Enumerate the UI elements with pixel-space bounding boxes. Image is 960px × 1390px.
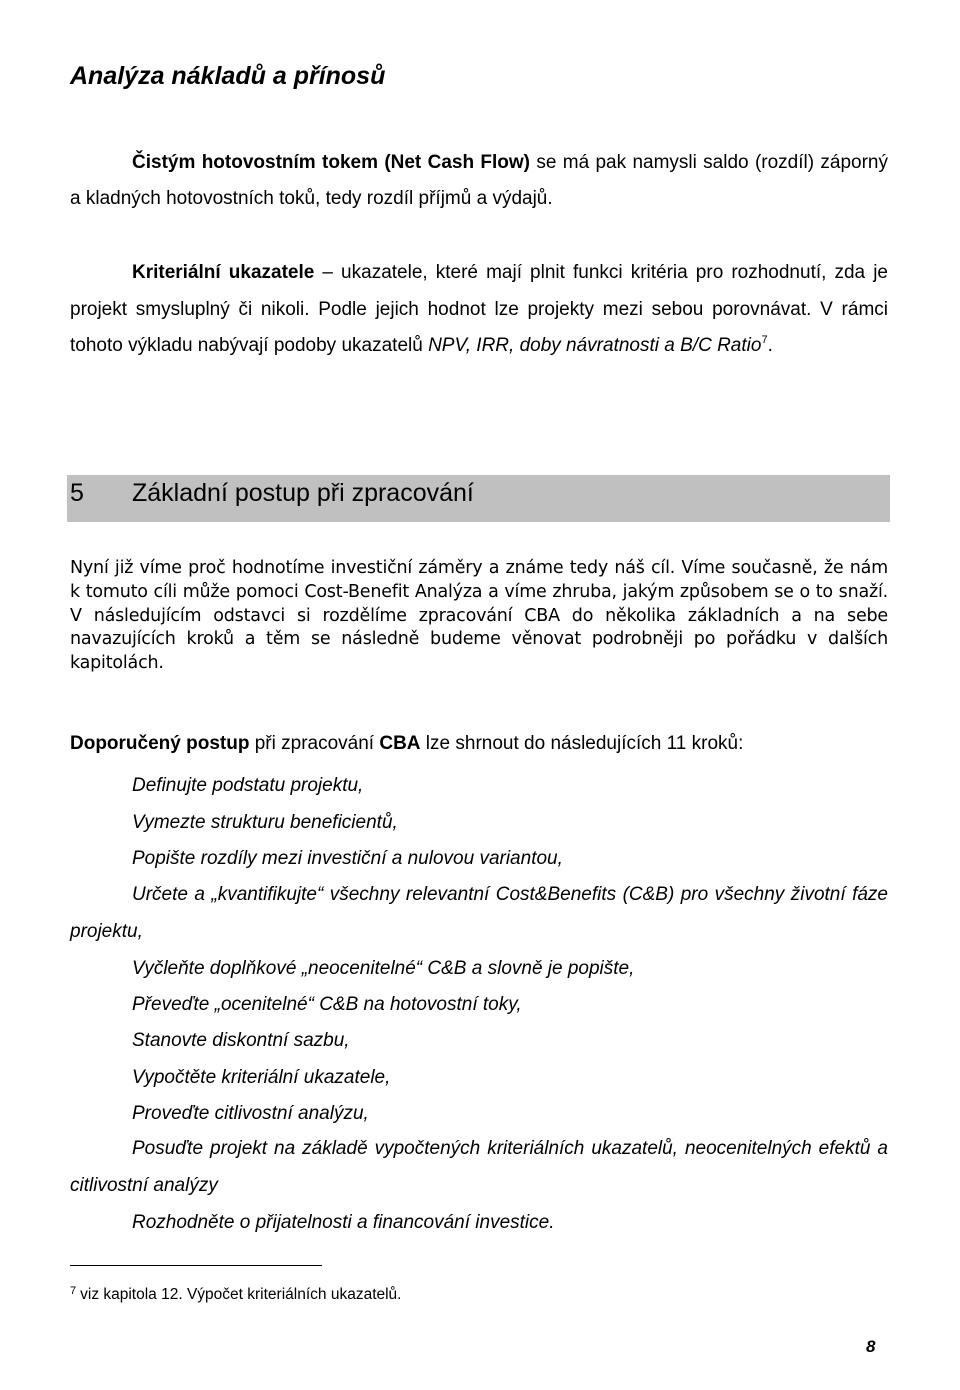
- paragraph-criteria-indicators: [70, 255, 888, 367]
- paragraph-text: při zpracování: [249, 733, 380, 754]
- list-item-step-7: Stanovte diskontní sazbu,: [132, 1030, 350, 1051]
- list-item-step-6: Převeďte „ocenitelné“ C&B na hotovostní toky,: [132, 994, 522, 1015]
- footnote-separator: [70, 1265, 322, 1266]
- section-number: 5: [70, 479, 84, 507]
- term-net-cash-flow: Čistým hotovostním tokem (Net Cash Flow): [132, 152, 530, 173]
- paragraph-text: lze shrnout do následujících 11 kroků:: [420, 733, 744, 754]
- term-cba: CBA: [379, 733, 421, 754]
- page-title: Analýza nákladů a přínosů: [70, 62, 386, 90]
- paragraph-net-cash-flow: [70, 145, 888, 217]
- list-item-step-9: Proveďte citlivostní analýzu,: [132, 1103, 369, 1124]
- list-item-step-8: Vypočtěte kriteriální ukazatele,: [132, 1067, 391, 1088]
- footnote-text: viz kapitola 12. Výpočet kriteriálních ukazatelů.: [80, 1286, 402, 1303]
- paragraph-intro: Nyní již víme proč hodnotíme investiční záměry a známe tedy náš cíl. Víme současně, že nám k tomuto cíli může pomoci Cost-Benefit Analýza a víme zhruba, jakým způsobem se o to snaží. V následujícím odstavci si rozdělíme zpracování CBA do několika základních a na sebe navazujících kroků a těm se následně budeme věnovat podrobněji po pořádku v dalších kapitolách.: [70, 558, 888, 674]
- section-heading: Základní postup při zpracování: [132, 479, 474, 507]
- term-criteria-indicators: Kriteriální ukazatele: [132, 262, 315, 283]
- footnote: [70, 1286, 402, 1304]
- paragraph-recommended-procedure: [70, 731, 888, 757]
- footnote-mark: 7: [70, 1285, 77, 1297]
- list-item-step-1: Definujte podstatu projektu,: [132, 775, 364, 796]
- list-item-step-4: Určete a „kvantifikujte“ všechny relevantní Cost&Benefits (C&B) pro všechny životní fáze projektu,: [70, 884, 888, 942]
- list-item-step-5: Vyčleňte doplňkové „neocenitelné“ C&B a slovně je popište,: [132, 958, 635, 979]
- page-number: 8: [866, 1337, 876, 1356]
- list-item-step-3: Popište rozdíly mezi investiční a nulovou variantou,: [132, 848, 563, 869]
- list-item-step-11: Rozhodněte o přijatelnosti a financování investice.: [132, 1212, 555, 1233]
- paragraph-text: – ukazatele, které mají plnit funkci kritéria pro rozhodnutí, zda je projekt smysluplný či nikoli. Podle jejich hodnot lze projekty mezi sebou porovnávat. V rámci tohoto výkladu nabývají podoby ukazatelů: [70, 262, 888, 356]
- list-item-step-2: Vymezte strukturu beneficientů,: [132, 812, 398, 833]
- term-recommended-procedure: Doporučený postup: [70, 733, 250, 754]
- paragraph-end: .: [767, 335, 773, 356]
- footnote-reference[interactable]: 7: [761, 334, 768, 346]
- indicator-list: NPV, IRR, doby návratnosti a B/C Ratio: [428, 335, 762, 356]
- paragraph-text: se má pak namysli saldo (rozdíl) záporný a kladných hotovostních toků, tedy rozdíl příjmů a výdajů.: [70, 152, 888, 209]
- list-item-step-10: Posuďte projekt na základě vypočtených kriteriálních ukazatelů, neocenitelných efektů a citlivostní analýzy: [70, 1138, 888, 1196]
